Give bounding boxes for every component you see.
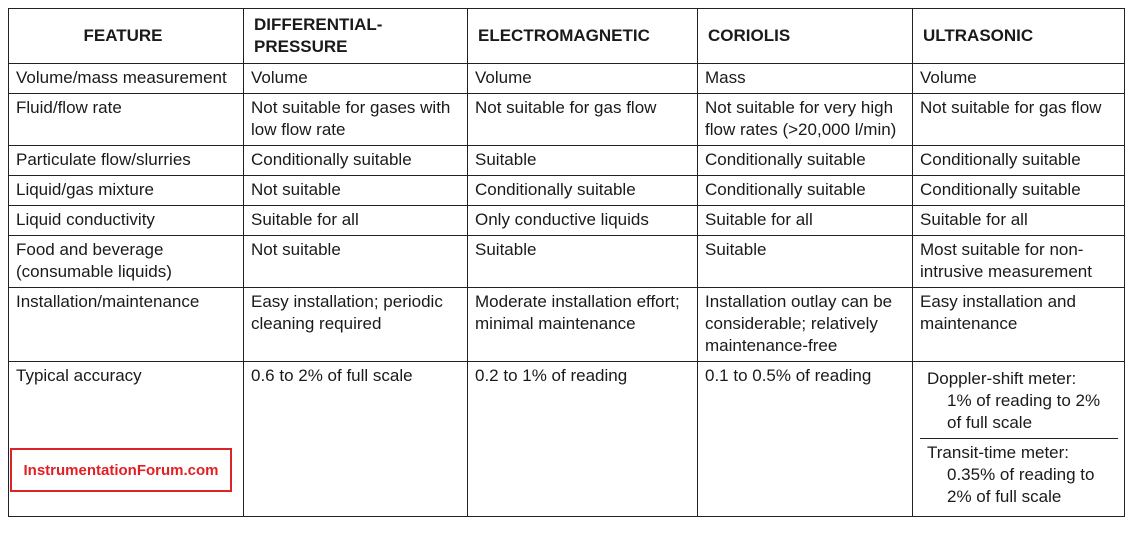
- cell-differential-pressure: Volume: [244, 64, 468, 94]
- table-row: [9, 236, 1125, 288]
- row-feature: Typical accuracy: [9, 362, 244, 517]
- header-ultrasonic: ULTRASONIC: [913, 9, 1125, 64]
- table-row: [9, 94, 1125, 146]
- cell-differential-pressure: Not suitable: [244, 236, 468, 288]
- cell-electromagnetic: Conditionally suitable: [468, 176, 698, 206]
- header-differential-pressure: DIFFERENTIAL-PRESSURE: [244, 9, 468, 64]
- cell-ultrasonic-accuracy: [913, 362, 1125, 517]
- cell-ultrasonic: Most suitable for non-intrusive measurement: [913, 236, 1125, 288]
- transit-time-block: [920, 438, 1118, 512]
- header-coriolis: CORIOLIS: [698, 9, 913, 64]
- doppler-shift-block: [920, 365, 1118, 438]
- table-row: [9, 176, 1125, 206]
- cell-coriolis: Suitable for all: [698, 206, 913, 236]
- cell-differential-pressure: Conditionally suitable: [244, 146, 468, 176]
- cell-ultrasonic: Suitable for all: [913, 206, 1125, 236]
- table-row: [9, 288, 1125, 362]
- doppler-shift-title: Doppler-shift meter:: [927, 369, 1077, 388]
- cell-electromagnetic: 0.2 to 1% of reading: [468, 362, 698, 517]
- row-feature: Food and beverage (consumable liquids): [9, 236, 244, 288]
- row-feature: Volume/mass measurement: [9, 64, 244, 94]
- row-feature: Particulate flow/slurries: [9, 146, 244, 176]
- table-row-accuracy: [9, 362, 1125, 517]
- table-row: [9, 146, 1125, 176]
- cell-ultrasonic: Volume: [913, 64, 1125, 94]
- cell-electromagnetic: Suitable: [468, 146, 698, 176]
- cell-coriolis: Not suitable for very high flow rates (>20,000 l/min): [698, 94, 913, 146]
- cell-electromagnetic: Moderate installation effort; minimal maintenance: [468, 288, 698, 362]
- table-header-row: [9, 9, 1125, 64]
- cell-ultrasonic: Conditionally suitable: [913, 146, 1125, 176]
- cell-electromagnetic: Not suitable for gas flow: [468, 94, 698, 146]
- cell-differential-pressure: Not suitable: [244, 176, 468, 206]
- cell-ultrasonic: Conditionally suitable: [913, 176, 1125, 206]
- cell-electromagnetic: Volume: [468, 64, 698, 94]
- cell-coriolis: Conditionally suitable: [698, 146, 913, 176]
- doppler-shift-value: 1% of reading to 2% of full scale: [947, 391, 1101, 432]
- cell-ultrasonic: Not suitable for gas flow: [913, 94, 1125, 146]
- row-feature: Liquid/gas mixture: [9, 176, 244, 206]
- cell-electromagnetic: Only conductive liquids: [468, 206, 698, 236]
- transit-time-title: Transit-time meter:: [927, 443, 1070, 462]
- header-electromagnetic: ELECTROMAGNETIC: [468, 9, 698, 64]
- header-feature: FEATURE: [9, 9, 244, 64]
- cell-coriolis: 0.1 to 0.5% of reading: [698, 362, 913, 517]
- watermark-text: InstrumentationForum.com: [23, 461, 219, 479]
- row-feature: Installation/maintenance: [9, 288, 244, 362]
- cell-differential-pressure: Easy installation; periodic cleaning required: [244, 288, 468, 362]
- flowmeter-comparison-table: [8, 8, 1125, 517]
- watermark-stamp: [10, 448, 232, 492]
- cell-coriolis: Installation outlay can be considerable; relatively maintenance-free: [698, 288, 913, 362]
- cell-differential-pressure: Not suitable for gases with low flow rate: [244, 94, 468, 146]
- cell-differential-pressure: 0.6 to 2% of full scale: [244, 362, 468, 517]
- cell-coriolis: Suitable: [698, 236, 913, 288]
- cell-coriolis: Conditionally suitable: [698, 176, 913, 206]
- row-feature: Fluid/flow rate: [9, 94, 244, 146]
- cell-differential-pressure: Suitable for all: [244, 206, 468, 236]
- cell-coriolis: Mass: [698, 64, 913, 94]
- table-row: [9, 64, 1125, 94]
- cell-ultrasonic: Easy installation and maintenance: [913, 288, 1125, 362]
- row-feature: Liquid conductivity: [9, 206, 244, 236]
- table-row: [9, 206, 1125, 236]
- transit-time-value: 0.35% of reading to 2% of full scale: [947, 465, 1095, 506]
- cell-electromagnetic: Suitable: [468, 236, 698, 288]
